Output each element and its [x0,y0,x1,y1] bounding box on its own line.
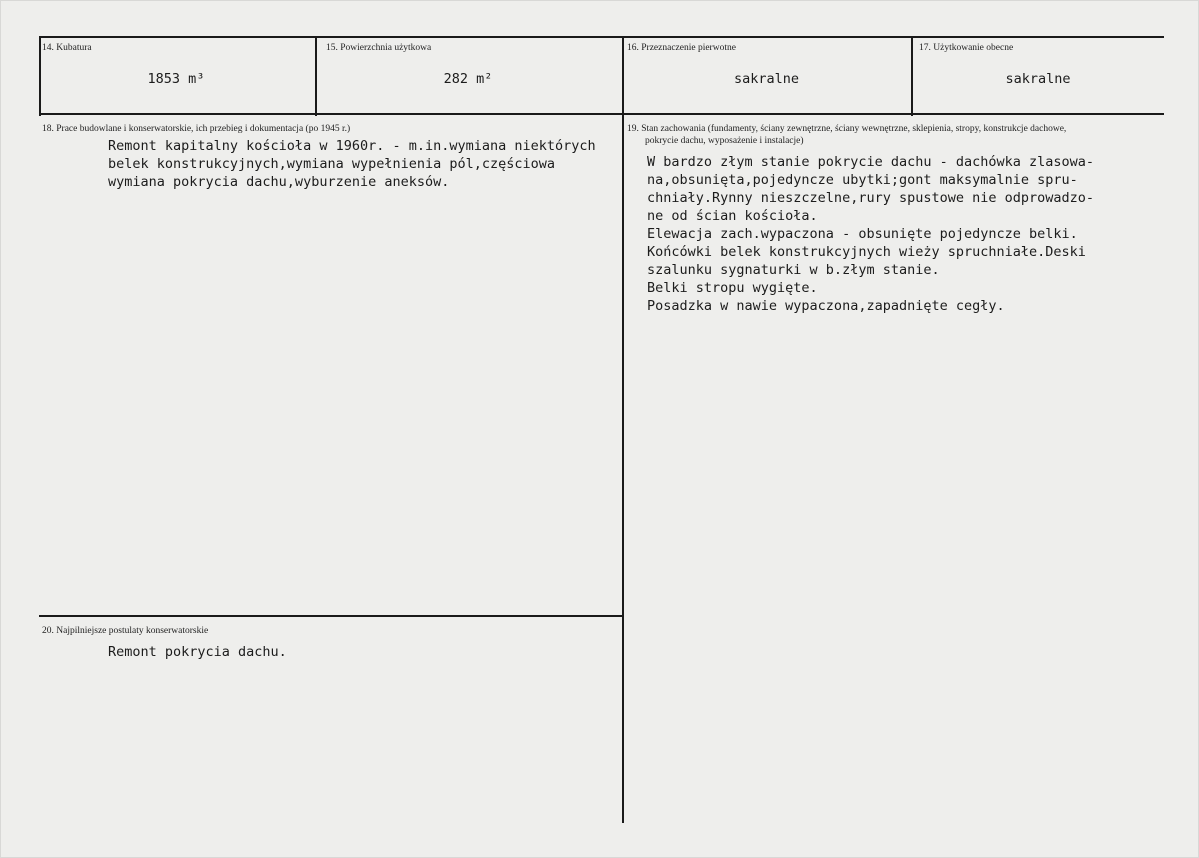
prace-line: Remont kapitalny kościoła w 1960r. - m.in.wymiana niektórych [108,138,596,154]
stan-line: na,obsunięta,pojedyncze ubytki;gont maksymalnie spru- [647,172,1078,188]
center-divider [622,36,624,823]
top-rule [39,36,1164,38]
stan-zachowania-label-2: pokrycie dachu, wyposażenie i instalacje) [645,136,804,146]
stan-line: Belki stropu wygięte. [647,280,818,296]
stan-line: ne od ścian kościoła. [647,208,818,224]
uzytkowanie-label: 17. Użytkowanie obecne [919,43,1014,53]
stan-line: Końcówki belek konstrukcyjnych wieży spruchniałe.Deski [647,244,1086,260]
przeznaczenie-value: sakralne [733,71,800,87]
stan-line: chniały.Rynny nieszczelne,rury spustowe nie odprowadzo- [647,190,1095,206]
stan-line: Posadzka w nawie wypaczona,zapadnięte cegły. [647,298,1005,314]
powierzchnia-label: 15. Powierzchnia użytkowa [326,43,432,53]
section18-bottom-rule [39,615,623,617]
kubatura-value: 1853 m³ [147,71,205,87]
stan-zachowania-label-1: 19. Stan zachowania (fundamenty, ściany zewnętrzne, ściany wewnętrzne, sklepienia, stropy, konstrukcje dachowe, [627,124,1067,134]
uzytkowanie-value: sakralne [1005,71,1071,87]
stan-line: Elewacja zach.wypaczona - obsunięte pojedyncze belki. [647,226,1078,242]
stan-line: W bardzo złym stanie pokrycie dachu - dachówka zlasowa- [647,154,1095,170]
postulaty-line: Remont pokrycia dachu. [108,644,287,660]
stan-line: szalunku sygnaturki w b.złym stanie. [647,262,940,278]
prace-line: wymiana pokrycia dachu,wyburzenie aneksów. [108,174,450,190]
postulaty-label: 20. Najpilniejsze postulaty konserwatorskie [42,626,209,636]
prace-line: belek konstrukcyjnych,wymiana wypełnienia pól,częściowa [108,156,556,172]
prace-budowlane-label: 18. Prace budowlane i konserwatorskie, ich przebieg i dokumentacja (po 1945 r.) [42,124,351,134]
row1-bottom-rule [39,113,1164,115]
powierzchnia-value: 282 m² [443,71,493,87]
kubatura-label: 14. Kubatura [42,43,92,53]
przeznaczenie-label: 16. Przeznaczenie pierwotne [627,43,736,53]
